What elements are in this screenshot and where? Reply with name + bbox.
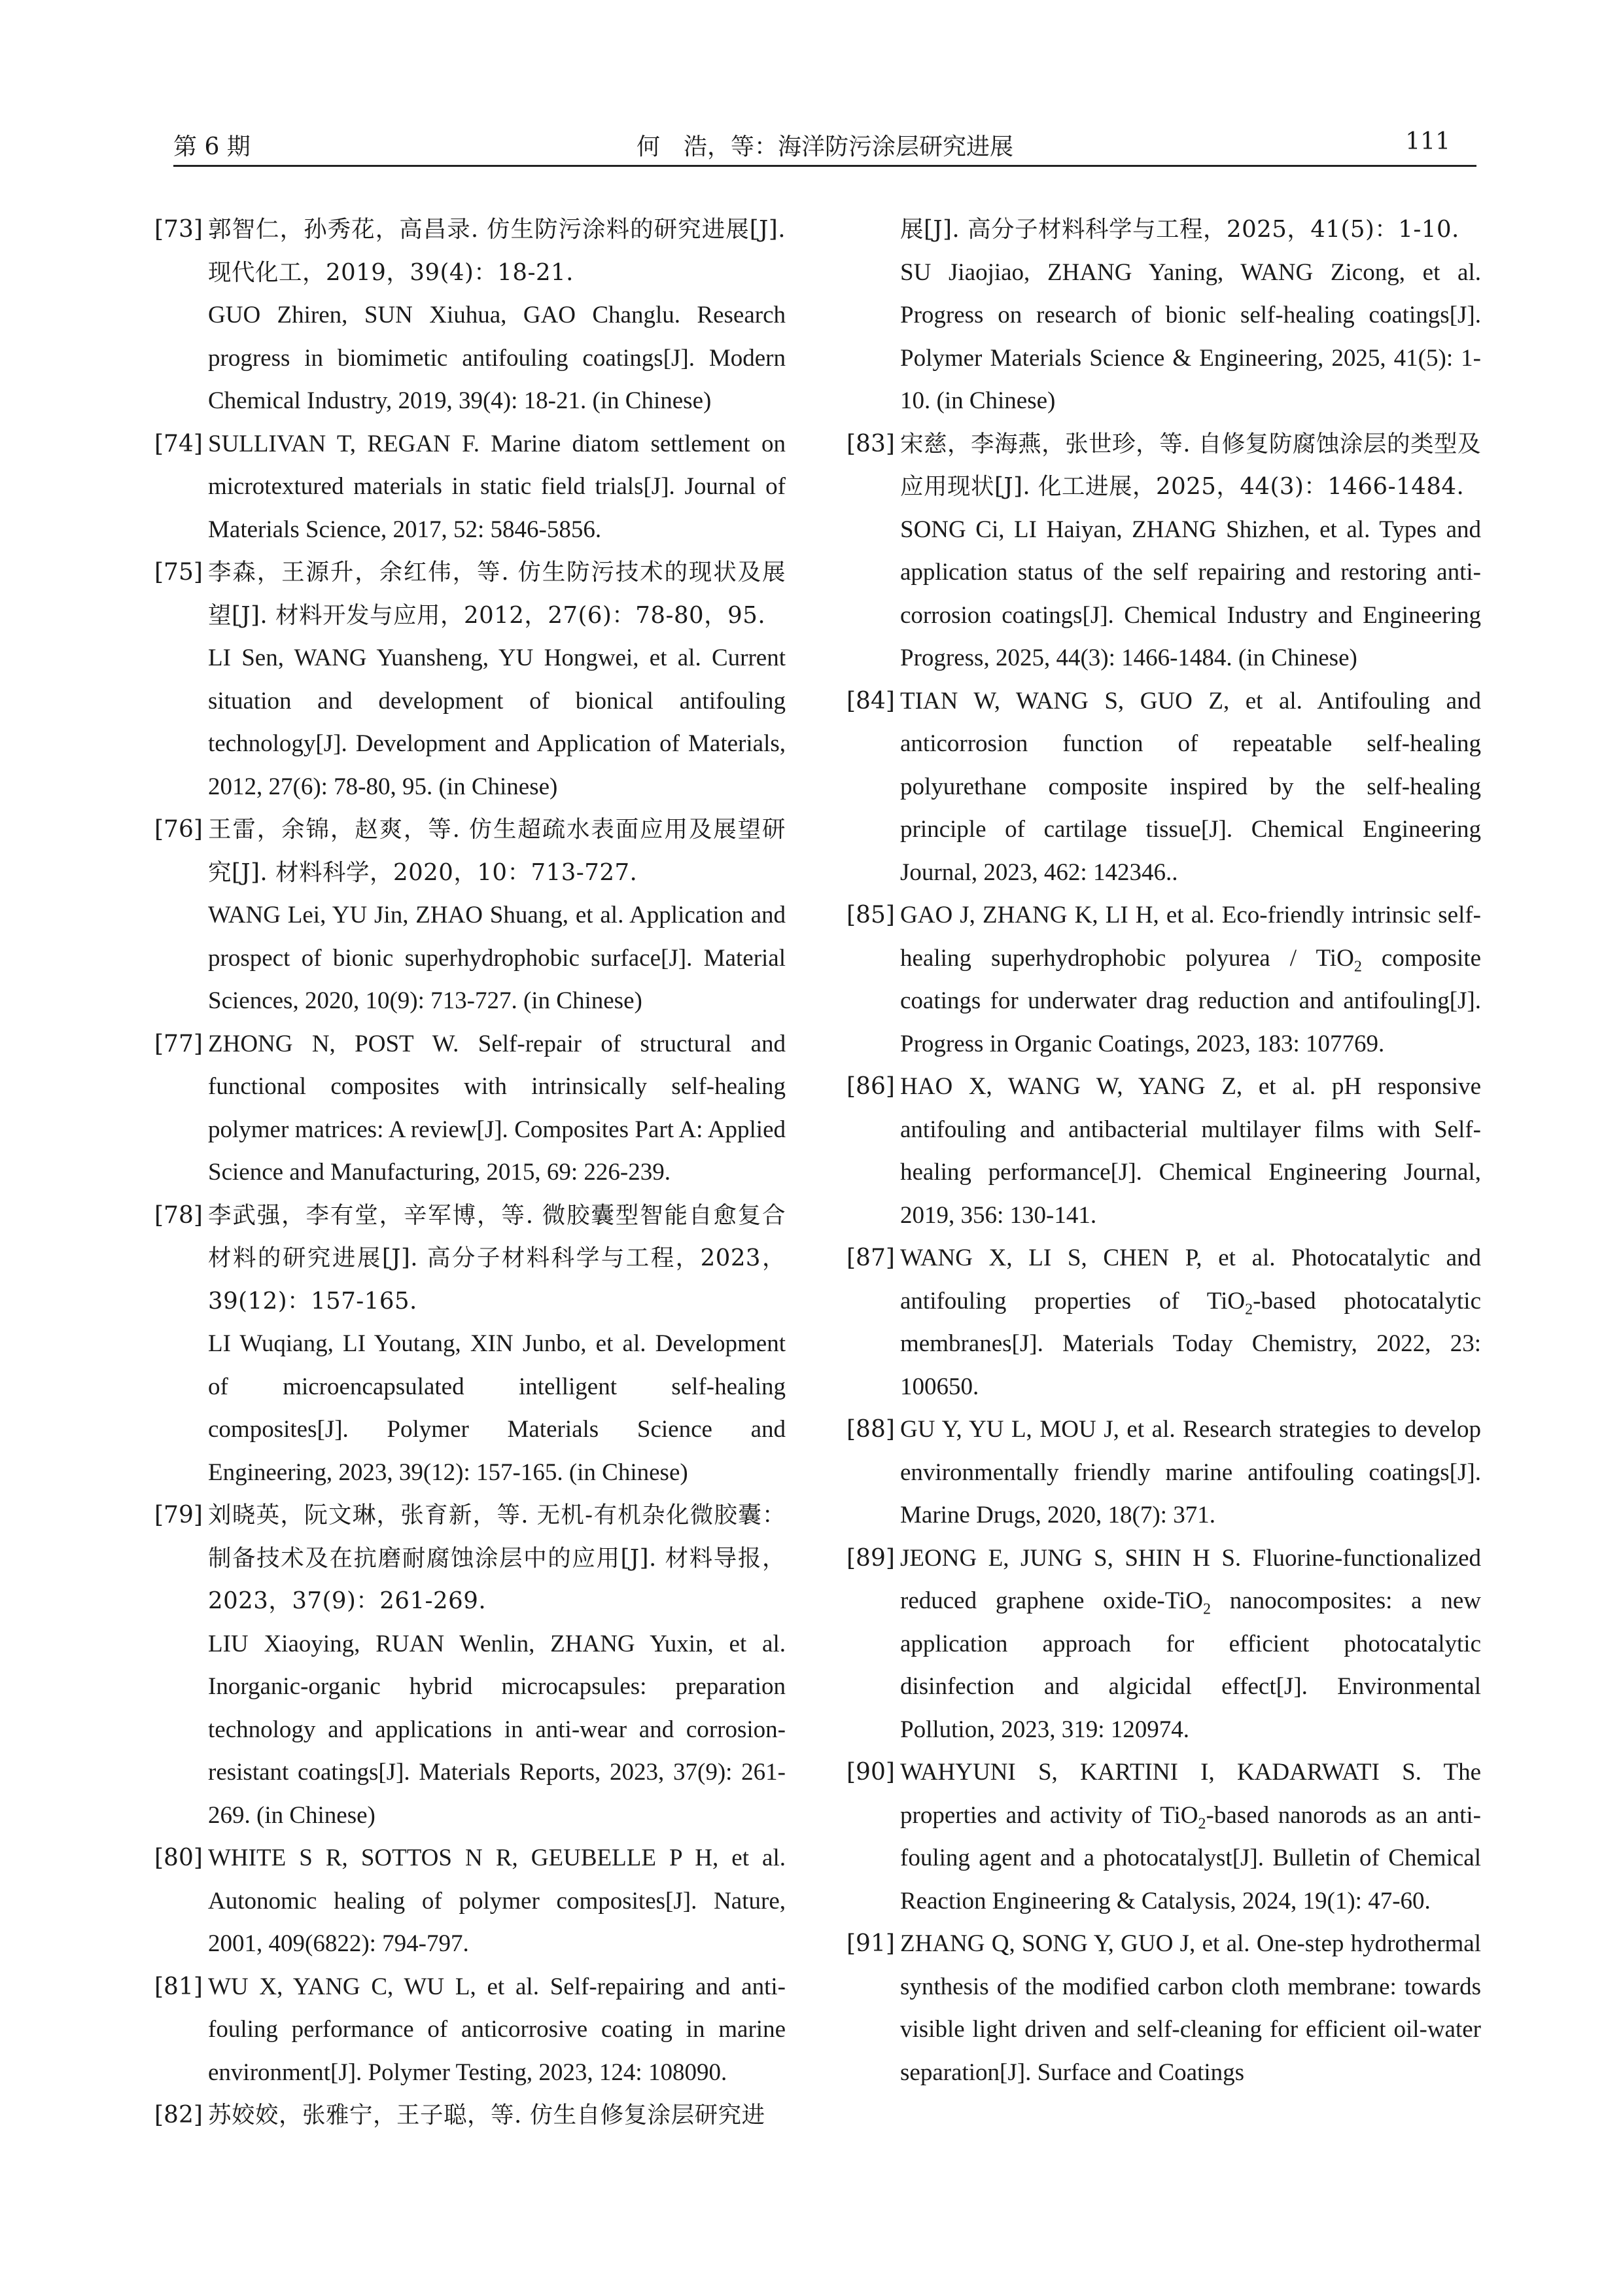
reference-text-en: JEONG E, JUNG S, SHIN H S. Fluorine-functionalized reduced graphene oxide-TiO$_2$ nanocomposites: a new application approach for efficient photocatalytic disinfection and algicidal effect[J]. Environmental Pollution, 2023, 319: 120974. [900,1544,1481,1743]
reference-item [846,680,1481,894]
reference-item [846,1537,1481,1752]
reference-number: [90] [846,1759,895,1786]
reference-number: [81] [154,1973,203,2000]
reference-number: [82] [154,2102,203,2128]
reference-text-en: GAO J, ZHANG K, LI H, et al. Eco-friendly intrinsic self-healing superhydrophobic polyurea / TiO$_2$ composite coatings for underwater drag reduction and antifouling[J]. Progress in Organic Coatings, 2023, 183: 107769. [900,902,1481,1057]
reference-item [154,1837,786,1966]
reference-number: [76] [154,816,203,843]
running-header [173,123,1476,167]
reference-text-en: HAO X, WANG W, YANG Z, et al. pH responsive antifouling and antibacterial multilayer films with Self-healing performance[J]. Chemical Engineering Journal, 2019, 356: 130-141. [900,1073,1481,1229]
reference-item [154,1194,786,1494]
reference-number: [79] [154,1502,203,1528]
reference-text-zh: 郭智仁，孙秀花，高昌录. 仿生防污涂料的研究进展[J]. 现代化工，2019，39(4)：18-21. [208,216,786,286]
reference-text-zh: 展[J]. 高分子材料科学与工程，2025，41(5)：1-10. [900,216,1459,243]
reference-text-en: WANG X, LI S, CHEN P, et al. Photocatalytic and antifouling properties of TiO$_2$-based photocatalytic membranes[J]. Materials Today Chemistry, 2022, 23: 100650. [900,1245,1482,1400]
reference-number: [91] [846,1930,895,1957]
reference-text-en: ZHANG Q, SONG Y, GUO J, et al. One-step hydrothermal synthesis of the modified carbon cloth membrane: towards visible light driven and self-cleaning for efficient oil-water separation[J]. Surface and Coatings [900,1930,1481,2086]
reference-text-zh: 王雷，余锦，赵爽，等. 仿生超疏水表面应用及展望研究[J]. 材料科学，2020，10：713-727. [208,816,786,886]
reference-text-en: GU Y, YU L, MOU J, et al. Research strategies to develop environmentally friendly marine antifouling coatings[J]. Marine Drugs, 2020, 18(7): 371. [900,1416,1481,1528]
reference-text-en: LI Wuqiang, LI Youtang, XIN Junbo, et al. Development of microencapsulated intelligent self-healing composites[J]. Polymer Materials Science and Engineering, 2023, 39(12): 157-165. (in Chinese) [208,1330,786,1486]
reference-number: [73] [154,216,203,243]
reference-item [154,1966,786,2094]
reference-item [846,1751,1481,1922]
right-column [846,208,1481,2094]
reference-item [846,1922,1481,2094]
reference-text-zh: 宋慈，李海燕，张世珍，等. 自修复防腐蚀涂层的类型及应用现状[J]. 化工进展，2025，44(3)：1466-1484. [900,430,1481,500]
reference-text-en: WANG Lei, YU Jin, ZHAO Shuang, et al. Application and prospect of bionic superhydrophobic surface[J]. Material Sciences, 2020, 10(9): 713-727. (in Chinese) [208,902,786,1014]
reference-number: [84] [846,687,895,715]
page-number: 111 [1405,128,1450,155]
reference-item [846,1065,1481,1237]
reference-text-en: TIAN W, WANG S, GUO Z, et al. Antifouling and anticorrosion function of repeatable self-healing polyurethane composite inspired by the self-healing principle of cartilage tissue[J]. Chemical Engineering Journal, 2023, 462: 142346.. [900,687,1481,886]
reference-text-en: SONG Ci, LI Haiyan, ZHANG Shizhen, et al. Types and application status of the self repairing and restoring anti-corrosion coatings[J]. Chemical Industry and Engineering Progress, 2025, 44(3): 1466-1484. (in Chinese) [900,516,1481,671]
reference-number: [77] [154,1030,203,1057]
reference-text-en: SULLIVAN T, REGAN F. Marine diatom settlement on microtextured materials in static field trials[J]. Journal of Materials Science, 2017, 52: 5846-5856. [208,430,786,543]
reference-text-en: LI Sen, WANG Yuansheng, YU Hongwei, et al. Current situation and development of bionical antifouling technology[J]. Development and Application of Materials, 2012, 27(6): 78-80, 95. (in Chinese) [208,645,786,800]
running-title: 何 浩，等：海洋防污涂层研究进展 [636,133,1013,160]
reference-number: [88] [846,1416,895,1443]
reference-text-en: GUO Zhiren, SUN Xiuhua, GAO Changlu. Research progress in biomimetic antifouling coatings[J]. Modern Chemical Industry, 2019, 39(4): 18-21. (in Chinese) [208,302,786,414]
reference-text-en: LIU Xiaoying, RUAN Wenlin, ZHANG Yuxin, et al. Inorganic-organic hybrid microcapsules: preparation technology and applications in anti-wear and corrosion-resistant coatings[J]. Materials Reports, 2023, 37(9): 261-269. (in Chinese) [208,1630,786,1829]
reference-number: [89] [846,1544,895,1572]
reference-number: [80] [154,1845,203,1871]
reference-text-en: WU X, YANG C, WU L, et al. Self-repairing and anti-fouling performance of anticorrosive coating in marine environment[J]. Polymer Testing, 2023, 124: 108090. [208,1973,786,2086]
reference-text-en: ZHONG N, POST W. Self-repair of structural and functional composites with intrinsically self-healing polymer matrices: A review[J]. Composites Part A: Applied Science and Manufacturing, 2015, 69: 226-239. [208,1030,786,1186]
reference-text-zh: 苏姣姣，张雅宁，王子聪，等. 仿生自修复涂层研究进 [208,2102,765,2128]
reference-item [154,551,786,808]
reference-number: [83] [846,430,895,457]
reference-text-en: WHITE S R, SOTTOS N R, GEUBELLE P H, et al. Autonomic healing of polymer composites[J]. Nature, 2001, 409(6822): 794-797. [208,1845,786,1957]
reference-text-zh: 李森，王源升，余红伟，等. 仿生防污技术的现状及展望[J]. 材料开发与应用，2012，27(6)：78-80，95. [208,559,786,629]
reference-item [154,1494,786,1837]
left-column [154,208,786,2137]
reference-number: [85] [846,902,895,928]
reference-item [154,1023,786,1194]
reference-item [154,208,786,423]
reference-text-zh: 刘晓英，阮文琳，张育新，等. 无机-有机杂化微胶囊：制备技术及在抗磨耐腐蚀涂层中的应用[J]. 材料导报，2023，37(9)：261-269. [208,1502,786,1614]
reference-text-en: SU Jiaojiao, ZHANG Yaning, WANG Zicong, et al. Progress on research of bionic self-healing coatings[J]. Polymer Materials Science & Engineering, 2025, 41(5): 1-10. (in Chinese) [900,258,1481,414]
reference-text-en: WAHYUNI S, KARTINI I, KADARWATI S. The properties and activity of TiO$_2$-based nanorods as an anti-fouling agent and a photocatalyst[J]. Bulletin of Chemical Reaction Engineering & Catalysis, 2024, 19(1): 47-60. [900,1759,1481,1915]
reference-item [846,894,1481,1065]
reference-item [154,2094,786,2137]
reference-item [846,423,1481,680]
reference-number: [75] [154,559,203,586]
reference-item-continued [846,208,1481,423]
reference-item [846,1237,1481,1408]
reference-number: [86] [846,1073,895,1100]
reference-number: [74] [154,430,203,457]
reference-text-zh: 李武强，李有堂，辛军博，等. 微胶囊型智能自愈复合材料的研究进展[J]. 高分子材料科学与工程，2023，39(12)：157-165. [208,1201,786,1315]
issue-number: 第 6 期 [173,133,251,160]
reference-item [154,808,786,1023]
reference-number: [78] [154,1201,203,1229]
reference-item [846,1408,1481,1537]
reference-number: [87] [846,1245,895,1271]
reference-item [154,423,786,552]
